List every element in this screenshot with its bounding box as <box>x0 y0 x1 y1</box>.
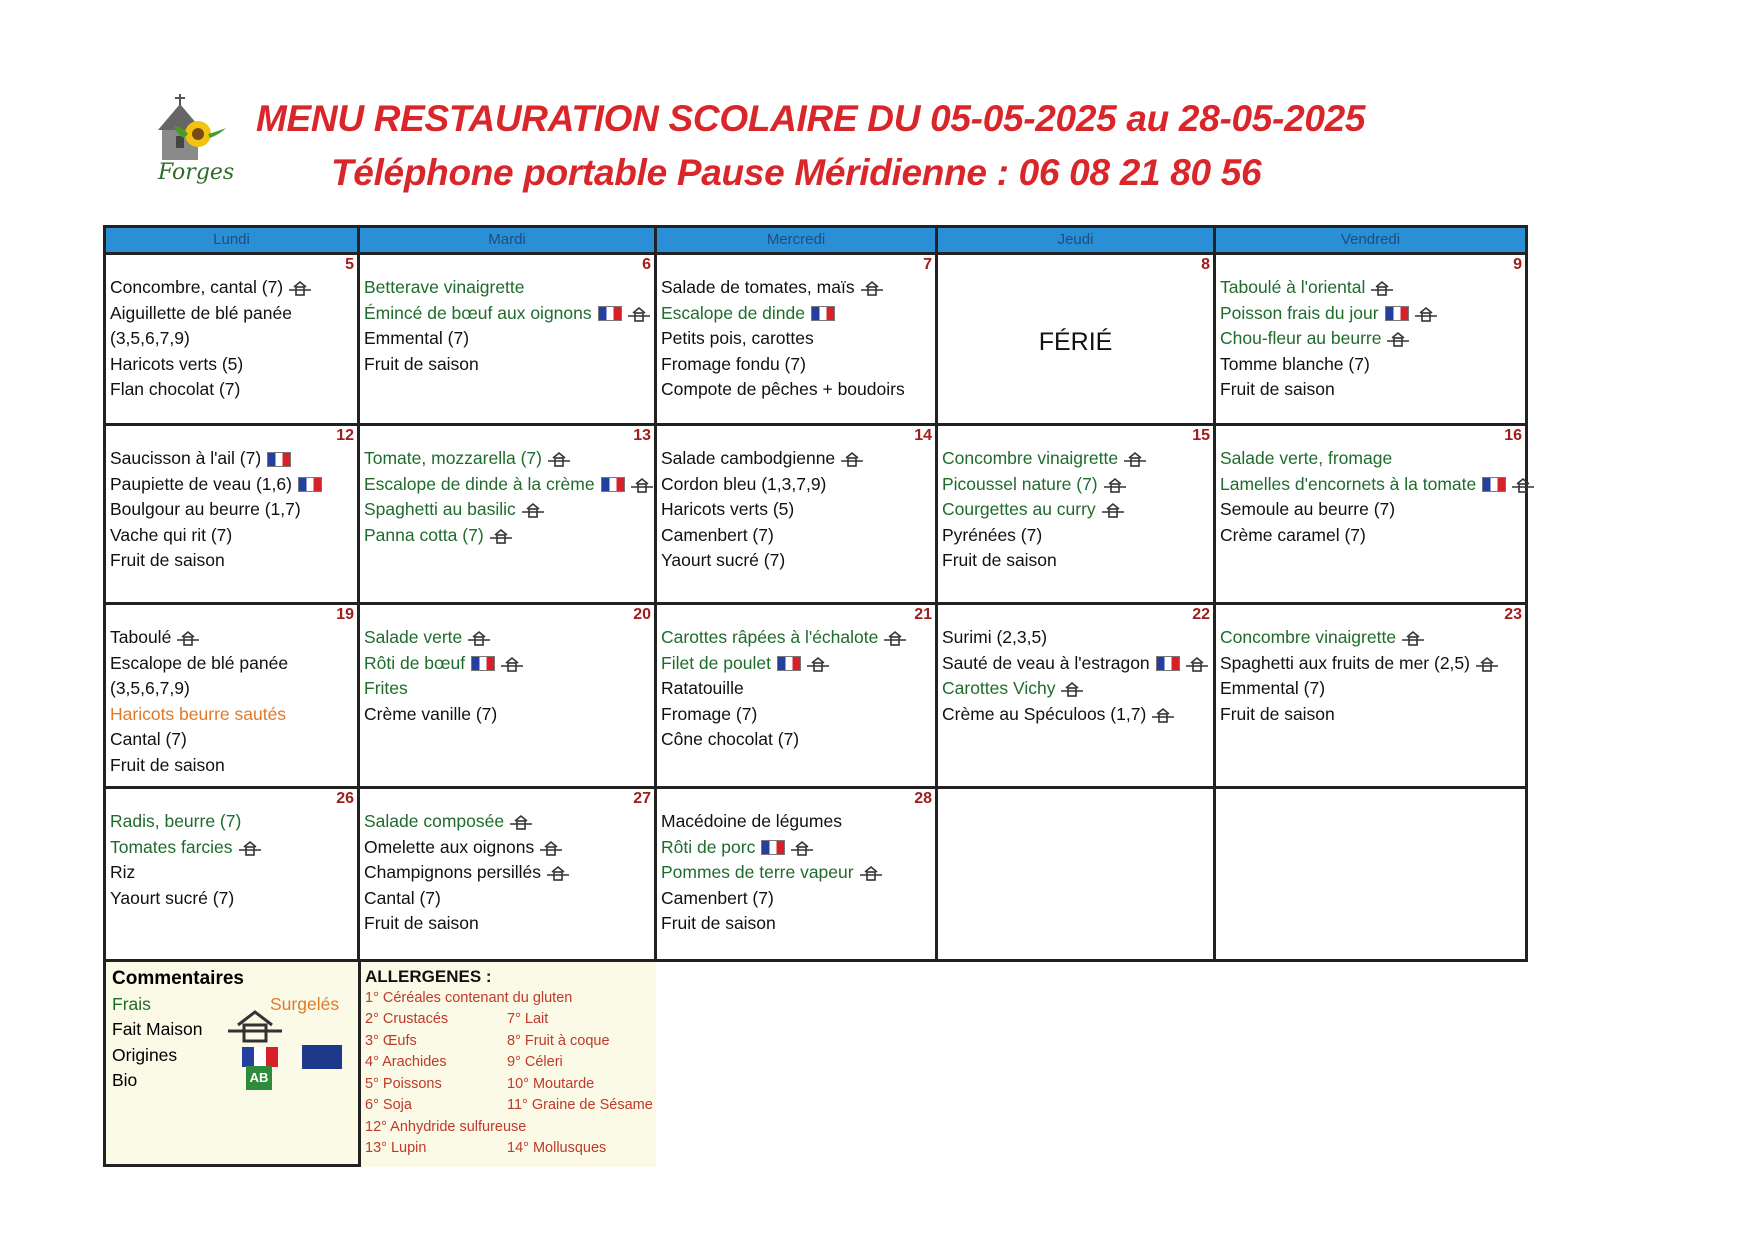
france-flag-icon <box>1482 477 1506 492</box>
menu-day-cell <box>360 786 657 962</box>
menu-item <box>1220 497 1521 523</box>
home-icon <box>490 528 512 544</box>
menu-item-label: Boulgour au beurre (1,7) <box>110 499 301 519</box>
menu-day-cell <box>106 602 360 786</box>
day-number: 12 <box>336 427 354 444</box>
home-icon <box>1104 477 1126 493</box>
menu-day-cell <box>657 602 938 786</box>
day-number: 16 <box>1504 427 1522 444</box>
menu-item <box>364 472 650 498</box>
allergen-item: 14° Mollusques <box>507 1140 607 1156</box>
menu-item <box>364 625 650 651</box>
menu-item-label: Courgettes au curry <box>942 499 1096 519</box>
menu-day-cell <box>938 602 1216 786</box>
home-icon <box>841 451 863 467</box>
menu-item <box>364 835 650 861</box>
menu-item <box>110 446 353 472</box>
menu-item <box>661 625 931 651</box>
allergen-item: 10° Moutarde <box>507 1075 595 1092</box>
menu-item <box>110 753 353 779</box>
menu-item-label: Tomates farcies <box>110 836 233 857</box>
menu-item <box>661 275 931 301</box>
allergen-row <box>365 1052 652 1074</box>
allergens-box <box>361 959 656 1167</box>
day-number: 27 <box>633 790 651 807</box>
menu-item-label: Poisson frais du jour <box>1220 302 1379 323</box>
day-header-0: Lundi <box>106 228 360 252</box>
comments-box <box>103 959 361 1167</box>
menu-item-label: Cantal (7) <box>110 729 187 749</box>
menu-day-cell <box>1216 252 1525 423</box>
menu-item <box>1220 625 1521 651</box>
menu-item-label: Pyrénées (7) <box>942 524 1043 545</box>
menu-item-label: Tomate, mozzarella (7) <box>364 448 542 468</box>
menu-item-label: Salade verte, fromage <box>1220 448 1393 468</box>
menu-item-label: Cône chocolat (7) <box>661 729 800 749</box>
menu-item-label: Salade cambodgienne <box>661 448 836 468</box>
allergen-item: 7° Lait <box>507 1011 549 1027</box>
menu-item <box>661 702 931 728</box>
france-flag-icon <box>242 1047 278 1067</box>
menu-item <box>1220 472 1521 498</box>
home-icon <box>1102 502 1124 518</box>
menu-item <box>661 548 931 574</box>
allergen-item: 6° Soja <box>365 1097 412 1113</box>
legend-origines: Origines <box>112 1044 178 1065</box>
allergen-row <box>365 988 652 1010</box>
menu-item-label: Fruit de saison <box>1220 379 1335 399</box>
menu-item <box>110 625 353 651</box>
day-number: 26 <box>336 790 354 807</box>
menu-grid <box>103 225 1528 962</box>
menu-item <box>110 377 353 403</box>
menu-item <box>1220 377 1521 403</box>
menu-item <box>661 446 931 472</box>
menu-item-label: Fruit de saison <box>364 353 479 374</box>
france-flag-icon <box>777 656 801 671</box>
menu-item <box>364 301 650 327</box>
menu-item-label: Rôti de porc <box>661 836 756 857</box>
menu-item-label: Taboulé à l'oriental <box>1220 277 1366 297</box>
home-icon <box>860 865 882 881</box>
home-icon <box>540 840 562 856</box>
menu-item-label: Emmental (7) <box>364 328 470 348</box>
allergen-row <box>365 1117 652 1139</box>
day-number: 5 <box>345 256 354 273</box>
menu-item <box>661 497 931 523</box>
menu-item-label: Panna cotta (7) <box>364 524 484 545</box>
menu-day-cell <box>657 423 938 602</box>
menu-item-label: Escalope de dinde à la crème <box>364 473 595 494</box>
menu-item-label: Surimi (2,3,5) <box>942 627 1048 647</box>
menu-item-label: Yaourt sucré (7) <box>661 550 786 570</box>
allergen-item: 12° Anhydride sulfureuse <box>365 1118 527 1135</box>
allergen-row <box>365 1074 652 1096</box>
menu-item <box>110 835 353 861</box>
menu-day-cell <box>1216 786 1525 962</box>
menu-day-cell <box>938 786 1216 962</box>
menu-item <box>364 911 650 937</box>
menu-item <box>942 523 1209 549</box>
menu-item-label: Haricots verts (5) <box>661 499 795 519</box>
menu-item-label: Spaghetti aux fruits de mer (2,5) <box>1220 652 1470 673</box>
day-number: 21 <box>914 606 932 623</box>
menu-item <box>110 301 353 327</box>
home-icon <box>1371 280 1393 296</box>
home-icon <box>510 814 532 830</box>
menu-item-label: Escalope de dinde <box>661 302 805 323</box>
menu-item <box>364 676 650 702</box>
menu-item <box>364 326 650 352</box>
home-icon <box>501 656 523 672</box>
menu-item <box>110 676 353 702</box>
france-flag-icon <box>298 477 322 492</box>
menu-item <box>942 497 1209 523</box>
menu-item <box>110 352 353 378</box>
menu-item <box>364 497 650 523</box>
menu-item <box>364 523 650 549</box>
legend-frais: Frais <box>112 993 151 1014</box>
menu-item-label: Salade verte <box>364 627 463 647</box>
legend-fait-maison: Fait Maison <box>112 1019 203 1039</box>
menu-item-label: Frites <box>364 678 408 698</box>
allergen-item: 13° Lupin <box>365 1140 427 1156</box>
menu-day-cell <box>1216 602 1525 786</box>
day-header-4: Vendredi <box>1216 228 1525 252</box>
france-flag-icon <box>811 306 835 321</box>
legend-bio: Bio <box>112 1070 138 1090</box>
page-title: MENU RESTAURATION SCOLAIRE DU 05-05-2025 au 28-05-2025 <box>256 98 1366 139</box>
home-icon <box>1415 306 1437 322</box>
home-icon <box>239 840 261 856</box>
menu-item <box>1220 651 1521 677</box>
menu-item-label: Camenbert (7) <box>661 524 774 545</box>
home-icon <box>807 656 829 672</box>
menu-item <box>942 472 1209 498</box>
menu-item-label: Carottes râpées à l'échalote <box>661 627 879 647</box>
menu-item-label: Riz <box>110 862 136 882</box>
menu-item-label: Crème vanille (7) <box>364 703 498 724</box>
allergen-item: 2° Crustacés <box>365 1011 449 1027</box>
menu-item-label: Champignons persillés <box>364 862 542 882</box>
allergen-item: 5° Poissons <box>365 1075 442 1092</box>
menu-item-label: Vache qui rit (7) <box>110 524 233 545</box>
home-icon <box>177 630 199 646</box>
menu-item-label: Concombre vinaigrette <box>942 448 1119 468</box>
menu-item <box>661 472 931 498</box>
menu-day-cell <box>360 423 657 602</box>
menu-day-cell <box>657 252 938 423</box>
menu-day-cell <box>106 423 360 602</box>
menu-item-label: Fromage fondu (7) <box>661 353 806 374</box>
menu-item <box>110 523 353 549</box>
menu-item-label: Cordon bleu (1,3,7,9) <box>661 473 827 494</box>
menu-item-label: Tomme blanche (7) <box>1220 353 1370 374</box>
allergen-item: 9° Céleri <box>507 1054 563 1070</box>
menu-item <box>661 326 931 352</box>
menu-item <box>110 497 353 523</box>
menu-item-label: Flan chocolat (7) <box>110 379 241 399</box>
home-icon <box>631 477 653 493</box>
menu-item-label: (3,5,6,7,9) <box>110 328 190 348</box>
menu-item-label: Crème caramel (7) <box>1220 524 1366 545</box>
day-number: 6 <box>642 256 651 273</box>
home-icon <box>228 1009 282 1043</box>
day-number: 14 <box>914 427 932 444</box>
menu-item <box>364 651 650 677</box>
menu-item-label: Paupiette de veau (1,6) <box>110 473 292 494</box>
menu-item-label: Escalope de blé panée <box>110 652 289 673</box>
home-icon <box>861 280 883 296</box>
home-icon <box>1512 477 1534 493</box>
day-number: 13 <box>633 427 651 444</box>
menu-item-label: Fruit de saison <box>364 913 479 933</box>
menu-item-label: Fruit de saison <box>110 754 225 775</box>
home-icon <box>1387 331 1409 347</box>
menu-item <box>661 651 931 677</box>
france-flag-icon <box>1385 306 1409 321</box>
menu-item <box>1220 676 1521 702</box>
menu-item <box>110 809 353 835</box>
menu-day-cell <box>106 786 360 962</box>
menu-item-label: Lamelles d'encornets à la tomate <box>1220 473 1477 494</box>
logo-wordmark: Forges <box>158 160 235 185</box>
menu-item-label: Crème au Spéculoos (1,7) <box>942 703 1147 724</box>
menu-item <box>661 886 931 912</box>
menu-item <box>942 702 1209 728</box>
menu-item-label: Yaourt sucré (7) <box>110 887 235 908</box>
menu-day-cell <box>938 252 1216 423</box>
menu-item <box>364 702 650 728</box>
menu-item <box>110 326 353 352</box>
menu-item-label: Emmental (7) <box>1220 678 1326 698</box>
menu-item <box>661 377 931 403</box>
menu-item <box>110 702 353 728</box>
menu-item-label: Spaghetti au basilic <box>364 499 516 519</box>
menu-item <box>942 676 1209 702</box>
menu-item <box>110 548 353 574</box>
allergen-item: 4° Arachides <box>365 1054 447 1070</box>
menu-item-label: Saucisson à l'ail (7) <box>110 448 262 468</box>
menu-item-label: Filet de poulet <box>661 652 771 673</box>
home-icon <box>522 502 544 518</box>
menu-item <box>661 809 931 835</box>
menu-item-label: Haricots verts (5) <box>110 353 244 374</box>
day-header-1: Mardi <box>360 228 657 252</box>
menu-day-cell <box>657 786 938 962</box>
menu-item <box>364 886 650 912</box>
menu-day-cell <box>360 252 657 423</box>
menu-item <box>661 727 931 753</box>
day-number: 20 <box>633 606 651 623</box>
menu-item <box>364 352 650 378</box>
france-flag-icon <box>761 840 785 855</box>
menu-item <box>1220 326 1521 352</box>
menu-item-label: Sauté de veau à l'estragon <box>942 652 1150 673</box>
home-icon <box>547 865 569 881</box>
menu-item <box>942 446 1209 472</box>
day-number: 7 <box>923 256 932 273</box>
holiday-label: FÉRIÉ <box>1038 328 1113 356</box>
menu-day-cell <box>106 252 360 423</box>
menu-item-label: Chou-fleur au beurre <box>1220 328 1382 348</box>
menu-item <box>942 651 1209 677</box>
menu-item-label: Taboulé <box>110 627 172 647</box>
menu-item-label: Betterave vinaigrette <box>364 277 525 297</box>
menu-item <box>1220 446 1521 472</box>
menu-item <box>110 651 353 677</box>
france-flag-icon <box>598 306 622 321</box>
menu-item-label: Salade de tomates, maïs <box>661 277 855 297</box>
allergen-item: 3° Œufs <box>365 1032 417 1049</box>
day-number: 28 <box>914 790 932 807</box>
day-number: 22 <box>1192 606 1210 623</box>
menu-item <box>1220 702 1521 728</box>
menu-item-label: Fruit de saison <box>1220 703 1335 724</box>
eu-flag-icon <box>302 1045 342 1069</box>
allergen-item: 8° Fruit à coque <box>507 1032 610 1049</box>
menu-item-label: Haricots beurre sautés <box>110 703 287 724</box>
menu-item <box>364 275 650 301</box>
menu-item <box>661 835 931 861</box>
home-icon <box>1061 681 1083 697</box>
day-header-3: Jeudi <box>938 228 1216 252</box>
home-icon <box>1186 656 1208 672</box>
menu-item-label: Compote de pêches + boudoirs <box>661 379 905 399</box>
allergen-row <box>365 1009 652 1031</box>
france-flag-icon <box>267 452 291 467</box>
menu-item-label: Salade composée <box>364 811 505 831</box>
allergen-row <box>365 1138 652 1160</box>
home-icon <box>1476 656 1498 672</box>
day-number: 23 <box>1504 606 1522 623</box>
allergen-row <box>365 1031 652 1053</box>
menu-item-label: Macédoine de légumes <box>661 811 842 831</box>
france-flag-icon <box>1156 656 1180 671</box>
menu-item-label: (3,5,6,7,9) <box>110 678 190 698</box>
menu-item <box>110 275 353 301</box>
menu-item-label: Semoule au beurre (7) <box>1220 499 1396 519</box>
menu-item <box>661 301 931 327</box>
menu-item <box>661 352 931 378</box>
france-flag-icon <box>601 477 625 492</box>
menu-item-label: Fromage (7) <box>661 703 758 724</box>
menu-item <box>1220 275 1521 301</box>
allergen-row <box>365 1095 652 1117</box>
menu-item <box>110 727 353 753</box>
home-icon <box>1402 630 1424 646</box>
day-number: 19 <box>336 606 354 623</box>
menu-item <box>942 625 1209 651</box>
menu-item-label: Pommes de terre vapeur <box>661 862 854 882</box>
home-icon <box>1124 451 1146 467</box>
home-icon <box>548 451 570 467</box>
menu-day-cell <box>1216 423 1525 602</box>
home-icon <box>289 280 311 296</box>
menu-item-label: Omelette aux oignons <box>364 836 535 857</box>
forges-logo <box>150 92 260 202</box>
menu-item <box>110 472 353 498</box>
allergen-item: 11° Graine de Sésame <box>507 1097 653 1113</box>
menu-item <box>364 446 650 472</box>
day-header-2: Mercredi <box>657 228 938 252</box>
menu-item-label: Ratatouille <box>661 678 744 698</box>
day-number: 8 <box>1201 256 1210 273</box>
menu-item-label: Camenbert (7) <box>661 887 774 908</box>
menu-item <box>110 886 353 912</box>
home-icon <box>884 630 906 646</box>
day-number: 15 <box>1192 427 1210 444</box>
menu-item <box>364 860 650 886</box>
menu-item <box>1220 352 1521 378</box>
menu-item-label: Aiguillette de blé panée <box>110 302 292 323</box>
menu-item <box>661 911 931 937</box>
menu-day-cell <box>938 423 1216 602</box>
menu-item-label: Fruit de saison <box>661 913 776 933</box>
menu-item-label: Picoussel nature (7) <box>942 473 1098 494</box>
france-flag-icon <box>471 656 495 671</box>
menu-item-label: Cantal (7) <box>364 887 441 908</box>
allergens-title: ALLERGENES : <box>365 967 492 986</box>
home-icon <box>468 630 490 646</box>
menu-item-label: Petits pois, carottes <box>661 328 814 348</box>
menu-item <box>1220 301 1521 327</box>
menu-item <box>110 860 353 886</box>
menu-item <box>661 860 931 886</box>
menu-item <box>364 809 650 835</box>
menu-item <box>661 676 931 702</box>
menu-item <box>942 548 1209 574</box>
legend-surgeles: Surgelés <box>270 993 340 1014</box>
menu-item <box>1220 523 1521 549</box>
menu-item-label: Fruit de saison <box>942 550 1057 570</box>
comments-title: Commentaires <box>112 968 244 989</box>
menu-item-label: Émincé de bœuf aux oignons <box>364 302 592 323</box>
day-number: 9 <box>1513 256 1522 273</box>
menu-item-label: Concombre vinaigrette <box>1220 627 1397 647</box>
menu-item-label: Concombre, cantal (7) <box>110 277 284 297</box>
page-subtitle: Téléphone portable Pause Méridienne : 06 08 21 80 56 <box>331 152 1262 193</box>
allergen-item: 1° Céréales contenant du gluten <box>365 989 573 1006</box>
menu-item-label: Radis, beurre (7) <box>110 811 242 831</box>
menu-item-label: Rôti de bœuf <box>364 652 466 673</box>
menu-day-cell <box>360 602 657 786</box>
menu-item <box>661 523 931 549</box>
home-icon <box>628 306 650 322</box>
home-icon <box>1152 707 1174 723</box>
home-icon <box>791 840 813 856</box>
menu-item-label: Fruit de saison <box>110 550 225 570</box>
bio-ab-icon: AB <box>246 1066 272 1090</box>
menu-item-label: Carottes Vichy <box>942 678 1056 698</box>
